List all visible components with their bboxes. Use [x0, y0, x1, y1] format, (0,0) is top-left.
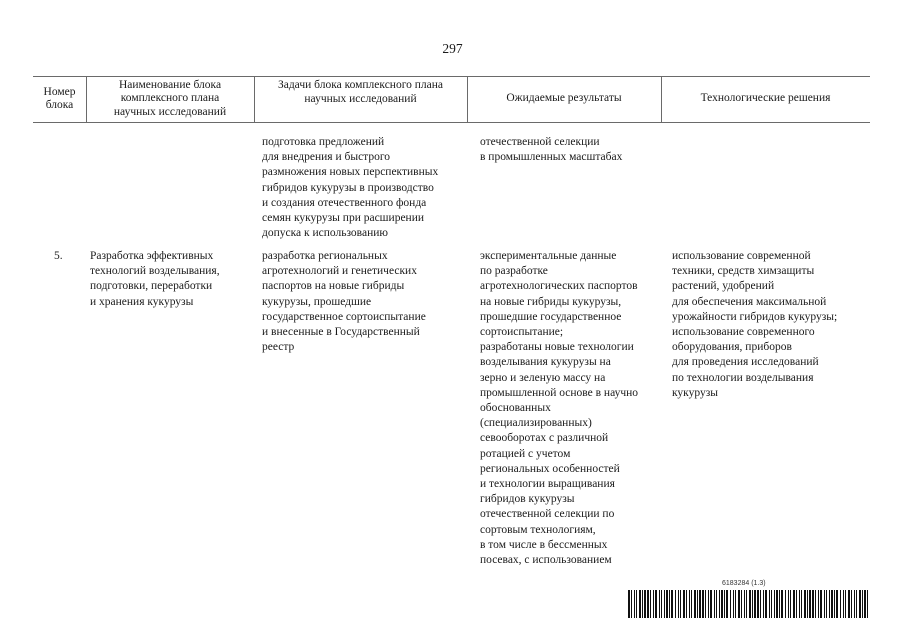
- header-block-name: Наименование блока комплексного плана научных исследований: [113, 78, 227, 118]
- header-expected-results: Ожидаемые результаты: [506, 92, 622, 105]
- row5-results: экспериментальные данные по разработке агротехнологических паспортов на новые гибриды кукурузы, прошедшие государственное сортоиспытание; разработаны новые технологии возделывания кукурузы на зерно и зеленую массу на промышленной основе в научно обоснованных (специализированных) севооборотах с различной ротацией с учетом региональных особенностей и технологии выращивания гибридов кукурузы отечественной селекции по сортовым технологиям, в том числе в бессменных посевах, с использованием: [480, 250, 639, 567]
- barcode-number: 6183284 (1.3): [722, 580, 766, 587]
- row5-number: 5.: [54, 250, 63, 262]
- cont-results-cell: отечественной селекции в промышленных масштабах: [480, 136, 623, 164]
- table-header-rule: [33, 122, 870, 123]
- row5-name: Разработка эффективных технологий возделывания, подготовки, переработки и хранения кукурузы: [90, 250, 220, 308]
- page-number: 297: [442, 41, 463, 56]
- row5-tasks: разработка региональных агротехнологий и генетических паспортов на новые гибриды кукурузы, прошедшие государственное сортоиспытание и внесенные в Государственный реестр: [262, 250, 426, 354]
- row5-solutions: использование современной техники, средств химзащиты растений, удобрений для обеспечения максимальной урожайности гибридов кукурузы; использование современного оборудования, приборов для проведения исследований по технологии возделывания кукурузы: [672, 250, 838, 399]
- header-technological-solutions: Технологические решения: [700, 92, 831, 105]
- header-block-tasks: Задачи блока комплексного плана научных исследований: [277, 79, 444, 105]
- cont-tasks-cell: подготовка предложений для внедрения и быстрого размножения новых перспективных гибридов кукурузы в производство и создания отечественного фонда семян кукурузы при расширении допуска к использованию: [262, 136, 439, 240]
- header-block-number: Номер блока: [43, 85, 76, 111]
- barcode-image: [628, 590, 868, 618]
